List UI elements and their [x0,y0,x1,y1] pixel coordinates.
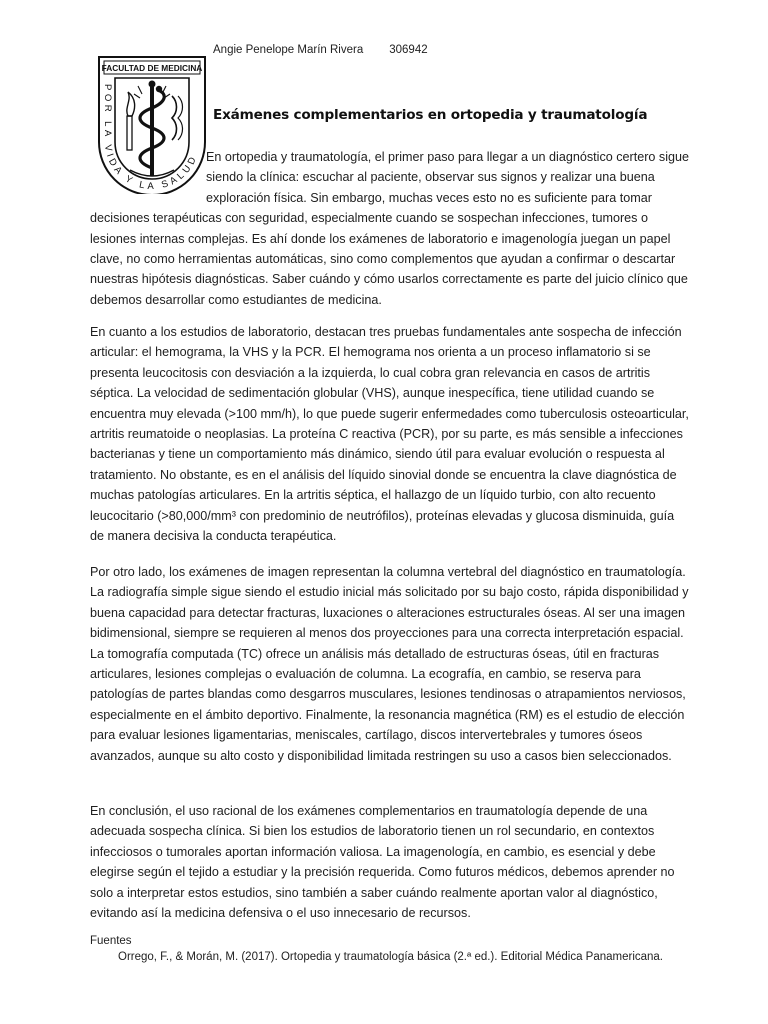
paragraph-conclusion: En conclusión, el uso racional de los exámenes complementarios en traumatología depende de una adecuada sospecha clínica. Si bien los estudios de laboratorio tienen un rol secundario, en contextos infecciosos o tumorales aportan información valiosa. La imagenología, en cambio, es esencial y debe elegirse según el tejido a estudiar y la precisión requerida. Como futuros médicos, debemos aprender no solo a interpretar estos estudios, sino también a saber cuándo realmente aportan valor al diagnóstico, evitando así la medicina defensiva o el uso innecesario de recursos. [90,804,675,921]
document-title: Exámenes complementarios en ortopedia y traumatología [213,107,648,123]
seal-ring-text: POR LA VIDA Y LA SALUD [101,84,200,192]
paragraph-laboratory: En cuanto a los estudios de laboratorio, destacan tres pruebas fundamentales ante sospecha de infección articular: el hemograma, la VHS y la PCR. El hemograma nos orienta a un proceso inflamatorio si se presenta leucocitosis con desviación a la izquierda, lo cual cobra gran relevancia en casos de artritis séptica. La velocidad de sedimentación globular (VHS), aunque inespecífica, tiene utilidad cuando se encuentra muy elevada (>100 mm/h), lo que puede sugerir enfermedades como tuberculosis osteoarticular, artritis reumatoide o neoplasias. La proteína C reactiva (PCR), por su parte, es más sensible a infecciones bacterianas y tiene un comportamiento más dinámico, siendo útil para evaluar evolución o respuesta al tratamiento. No obstante, es en el análisis del líquido sinovial donde se encuentra la clave diagnóstica de muchas patologías articulares. En la artritis séptica, el hallazgo de un líquido turbio, con alto recuento leucocitario (>80,000/mm³ con predominio de neutrófilos), proteínas elevadas y glucosa disminuida, guía de manera decisiva la conducta terapéutica. [90,325,689,544]
citation-entry: Orrego, F., & Morán, M. (2017). Ortopedia y traumatología básica (2.ª ed.). Editorial Médica Panamericana. [118,951,664,963]
seal-wrap-space [90,147,206,207]
student-id: 306942 [389,44,428,56]
sources-heading: Fuentes [90,935,132,947]
author-name: Angie Penelope Marín Rivera [213,44,364,56]
paragraph-imaging: Por otro lado, los exámenes de imagen representan la columna vertebral del diagnóstico en traumatología. La radiografía simple sigue siendo el estudio inicial más solicitado por su bajo costo, rápida disponibilidad y buena capacidad para detectar fracturas, luxaciones o alteraciones estructurales óseas. Al ser una imagen bidimensional, siempre se requieren al menos dos proyecciones para una correcta interpretación espacial. La tomografía computada (TC) ofrece un análisis más detallado de estructuras óseas, útil en fracturas articulares, lesiones complejas o evaluación de columna. La ecografía, en cambio, se reserva para patologías de partes blandas como desgarros musculares, lesiones tendinosas o atrapamientos nerviosos, especialmente en el ámbito deportivo. Finalmente, la resonancia magnética (RM) es el estudio de elección para evaluar lesiones ligamentarias, meniscales, cartílago, discos intervertebrales y tumores óseos avanzados, aunque su alto costo y disponibilidad limitada restringen su uso a casos bien seleccionados. [90,565,689,763]
author-header [213,44,428,56]
paragraph-intro [90,147,690,310]
paragraph-intro-text: En ortopedia y traumatología, el primer paso para llegar a un diagnóstico certero sigue siendo la clínica: escuchar al paciente, observar sus signos y realizar una buena exploración física. Sin embargo, muchas veces esto no es suficiente para tomar decisiones terapéuticas con seguridad, especialmente cuando se sospechan infecciones, tumores o lesiones internas complejas. Es ahí donde los exámenes de laboratorio e imagenología juegan un papel clave, no como herramientas automáticas, sino como complementos que ayudan a confirmar o descartar nuestras hipótesis diagnósticas. Saber cuándo y cómo usarlos correctamente es parte del juicio clínico que debemos desarrollar como estudiantes de medicina. [90,150,690,307]
seal-top-text: FACULTAD DE MEDICINA [101,63,203,73]
